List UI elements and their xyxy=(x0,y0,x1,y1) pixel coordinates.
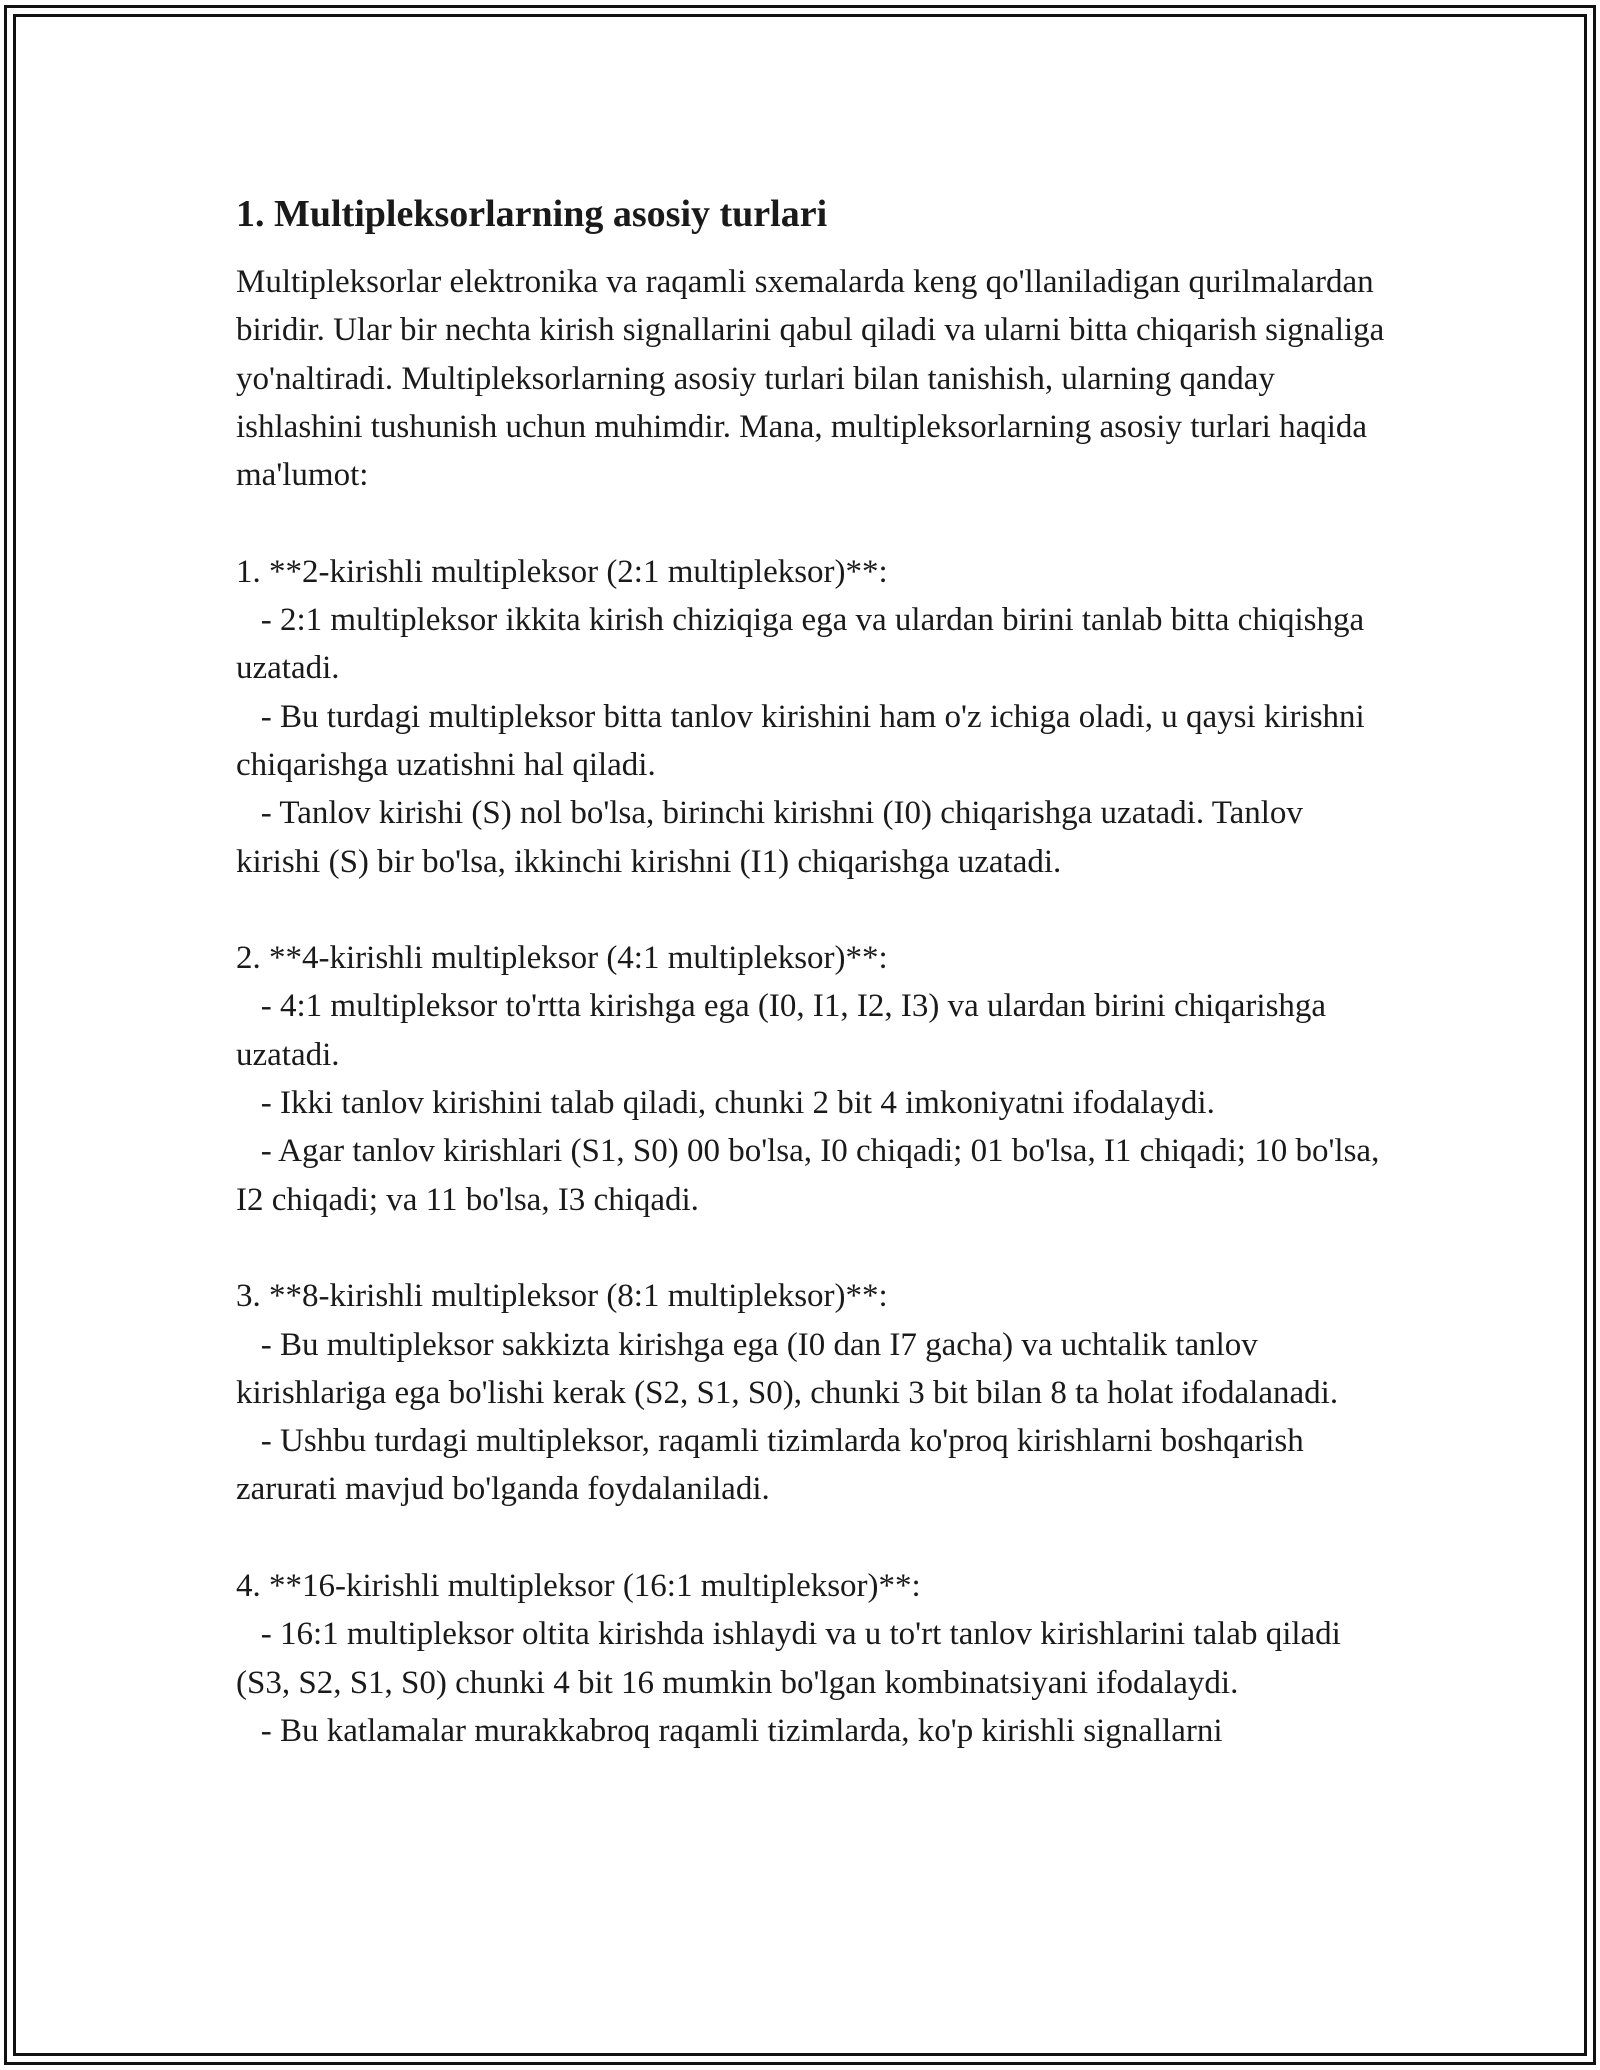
document-body xyxy=(236,186,1386,1755)
intro-paragraph: Multipleksorlar elektronika va raqamli sxemalarda keng qo'llaniladigan qurilmalardan biridir. Ular bir nechta kirish signallarini qabul qiladi va ularni bitta chiqarish signaliga yo'naltiradi. Multipleksorlarning asosiy turlari bilan tanishish, ularning qanday ishlashini tushunish uchun muhimdir. Mana, multipleksorlarning asosiy turlari haqida ma'lumot: xyxy=(236,264,1385,494)
section-1 xyxy=(236,548,1386,886)
list-item: - Ikki tanlov kirishini talab qiladi, chunki 2 bit 4 imkoniyatni ifodalaydi. xyxy=(260,1085,1215,1122)
list-item: - Agar tanlov kirishlari (S1, S0) 00 bo'lsa, I0 chiqadi; 01 bo'lsa, I1 chiqadi; 10 bo'lsa, I2 chiqadi; va 11 bo'lsa, I3 chiqadi. xyxy=(236,1133,1380,1218)
list-item: - Ushbu turdagi multipleksor, raqamli tizimlarda ko'proq kirishlarni boshqarish zarurati mavjud bo'lganda foydalaniladi. xyxy=(236,1423,1304,1508)
section-heading: 1. **2-kirishli multipleksor (2:1 multipleksor)**: xyxy=(236,553,888,590)
document-title: 1. Multipleksorlarning asosiy turlari xyxy=(236,193,828,235)
list-item: - Bu turdagi multipleksor bitta tanlov kirishini ham o'z ichiga oladi, u qaysi kirishni chiqarishga uzatishni hal qiladi. xyxy=(236,698,1365,783)
section-heading: 4. **16-kirishli multipleksor (16:1 multipleksor)**: xyxy=(236,1568,921,1605)
list-item: - Tanlov kirishi (S) nol bo'lsa, birinchi kirishni (I0) chiqarishga uzatadi. Tanlov kirishi (S) bir bo'lsa, ikkinchi kirishni (I1) chiqarishga uzatadi. xyxy=(236,795,1303,880)
section-heading: 3. **8-kirishli multipleksor (8:1 multipleksor)**: xyxy=(236,1278,888,1315)
list-item: - 4:1 multipleksor to'rtta kirishga ega (I0, I1, I2, I3) va ulardan birini chiqarishga uzatadi. xyxy=(236,988,1327,1073)
section-heading: 2. **4-kirishli multipleksor (4:1 multipleksor)**: xyxy=(236,940,888,977)
list-item: - 2:1 multipleksor ikkita kirish chiziqiga ega va ulardan birini tanlab bitta chiqishga uzatadi. xyxy=(236,602,1365,687)
section-2 xyxy=(236,934,1386,1224)
section-4 xyxy=(236,1562,1386,1755)
list-item: - Bu katlamalar murakkabroq raqamli tizimlarda, ko'p kirishli signallarni xyxy=(260,1712,1223,1749)
list-item: - Bu multipleksor sakkizta kirishga ega (I0 dan I7 gacha) va uchtalik tanlov kirishlariga ega bo'lishi kerak (S2, S1, S0), chunki 3 bit bilan 8 ta holat ifodalanadi. xyxy=(236,1326,1339,1411)
list-item: - 16:1 multipleksor oltita kirishda ishlaydi va u to'rt tanlov kirishlarini talab qiladi (S3, S2, S1, S0) chunki 4 bit 16 mumkin bo'lgan kombinatsiyani ifodalaydi. xyxy=(236,1616,1341,1701)
section-3 xyxy=(236,1272,1386,1513)
